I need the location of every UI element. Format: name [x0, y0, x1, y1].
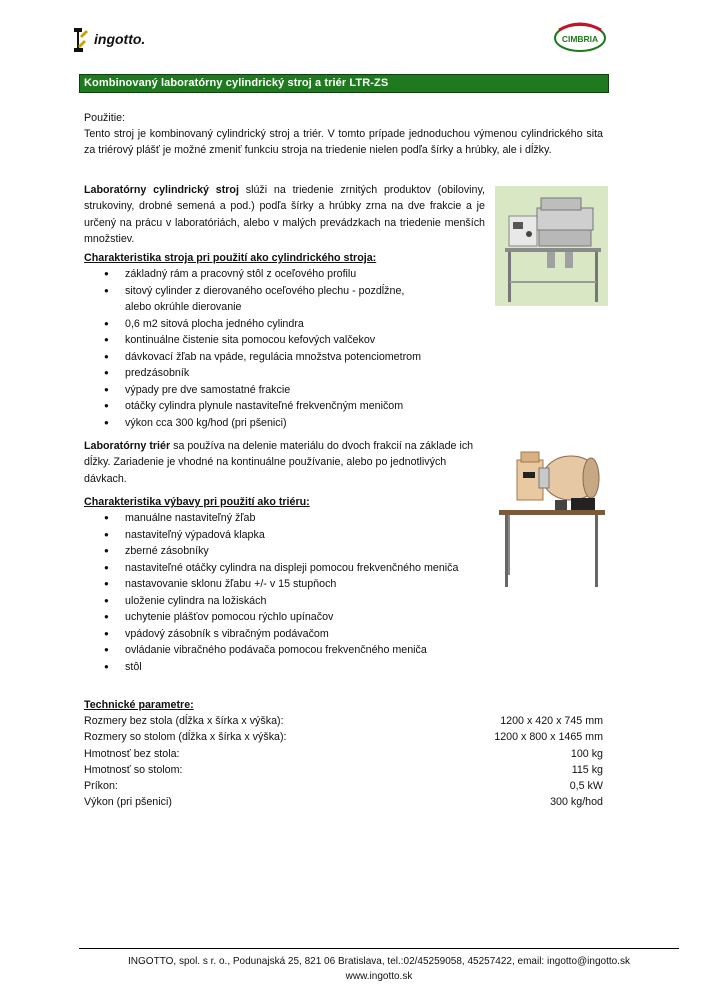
list-item: ● stôl: [104, 659, 484, 676]
tech-value: 0,5 kW: [569, 780, 603, 793]
list-item: ● nastaviteľný výpadová klapka: [104, 527, 484, 544]
tech-value: 1200 x 420 x 745 mm: [500, 715, 603, 727]
ingotto-logo: [72, 26, 182, 56]
tech-label: Hmotnosť bez stola:: [84, 747, 180, 760]
cimbria-logo: [553, 20, 607, 54]
cylinder-features-heading: Charakteristika stroja pri použití ako cylindrického stroja:: [84, 252, 377, 264]
trier-features-heading: Charakteristika výbavy pri použití ako triéru:: [84, 496, 310, 508]
table-row: [84, 778, 603, 794]
ingotto-logo-text: ingotto.: [94, 31, 146, 47]
list-item: ● vpádový zásobník s vibračným podávačom: [104, 626, 484, 643]
list-item: ● predzásobník: [104, 365, 484, 382]
trier-lead: Laboratórny triér: [84, 440, 171, 452]
list-item: ● základný rám a pracovný stôl z oceľového profilu: [104, 266, 484, 283]
cylinder-features-list: [104, 266, 484, 431]
document-title: Kombinovaný laboratórny cylindrický stroj a triér LTR-ZS: [84, 77, 389, 89]
tech-label: Príkon:: [84, 780, 118, 793]
list-item: ● manuálne nastaviteľný žľab: [104, 510, 484, 527]
tech-table: [84, 713, 603, 811]
cimbria-logo-text: CIMBRIA: [561, 34, 599, 44]
trier-features-list: [104, 510, 484, 675]
tech-label: Výkon (pri pšenici): [84, 796, 172, 809]
footer-divider: [79, 948, 679, 949]
footer-website[interactable]: www.ingotto.sk: [345, 971, 413, 982]
list-item: ● otáčky cylindra plynule nastaviteľné frekvenčným meničom: [104, 398, 484, 415]
table-row: [84, 794, 603, 810]
list-item: ● uloženie cylindra na ložiskách: [104, 593, 484, 610]
table-row: [84, 713, 603, 729]
tech-label: Hmotnosť so stolom:: [84, 763, 183, 776]
tech-heading: Technické parametre:: [84, 699, 194, 711]
tech-value: 1200 x 800 x 1465 mm: [494, 731, 603, 744]
cylinder-text: slúži na triedenie zrnitých produktov (obiloviny, strukoviny, drobné semená a pod.) podľa šírky a hrúbky zrna na dve frakcie a je určený na prácu v laboratóriách, alebo v malých prevádzkach na triedenie menších množstiev.: [84, 184, 485, 245]
list-item: ● zberné zásobníky: [104, 543, 484, 560]
list-item: ● dávkovací žľab na vpáde, regulácia množstva potenciometrom: [104, 349, 484, 366]
list-item: [104, 283, 484, 316]
list-item-text: sitový cylinder z dierovaného oceľového plechu - pozdĺžne,: [125, 284, 405, 297]
trier-text: sa používa na delenie materiálu do dvoch frakcií na základe ich dĺžky. Zariadenie je vhodné na kontinuálne používanie, alebo po jednotlivých dávkach.: [84, 440, 474, 485]
trier-machine-image: [495, 440, 608, 590]
footer: [79, 954, 679, 984]
tech-value: 115 kg: [571, 763, 603, 776]
list-item: ● nastaviteľné otáčky cylindra na displeji pomocou frekvenčného meniča: [104, 560, 484, 577]
list-item: ● 0,6 m2 sitová plocha jedného cylindra: [104, 316, 484, 333]
cylinder-machine-image: [495, 186, 608, 306]
list-item: ● ovládanie vibračného podávača pomocou frekvenčného meniča: [104, 642, 484, 659]
usage-text: Tento stroj je kombinovaný cylindrický stroj a triér. V tomto prípade jednoduchou výmenou cylindrického sita za triérový plášť je možné zmeniť funkciu stroja na triedenie nielen podľa šírky a hrúbky, ale i dĺžky.: [84, 128, 603, 157]
tech-label: Rozmery so stolom (dĺžka x šírka x výška):: [84, 731, 287, 744]
usage-heading: Použitie:: [84, 112, 125, 124]
list-item: ● výkon cca 300 kg/hod (pri pšenici): [104, 415, 484, 432]
cylinder-intro: [84, 182, 485, 247]
list-item: ● uchytenie plášťov pomocou rýchlo upínačov: [104, 609, 484, 626]
list-item: ● nastavovanie sklonu žľabu +/- v 15 stupňoch: [104, 576, 484, 593]
table-row: [84, 746, 603, 762]
title-bar: [79, 74, 609, 93]
table-row: [84, 729, 603, 745]
footer-address: INGOTTO, spol. s r. o., Podunajská 25, 821 06 Bratislava, tel.:02/45259058, 45257422, email: ingotto@ingotto.sk: [128, 956, 630, 967]
tech-value: 300 kg/hod: [550, 796, 603, 809]
ingotto-logo-mark: [72, 26, 182, 56]
tech-label: Rozmery bez stola (dĺžka x šírka x výška):: [84, 715, 284, 727]
cylinder-lead: Laboratórny cylindrický stroj: [84, 184, 239, 196]
list-item: ● kontinuálne čistenie sita pomocou kefových valčekov: [104, 332, 484, 349]
list-item: ● výpady pre dve samostatné frakcie: [104, 382, 484, 399]
tech-value: 100 kg: [570, 747, 603, 760]
list-item-continuation: alebo okrúhle dierovanie: [125, 301, 242, 313]
table-row: [84, 762, 603, 778]
trier-intro: [84, 438, 486, 487]
